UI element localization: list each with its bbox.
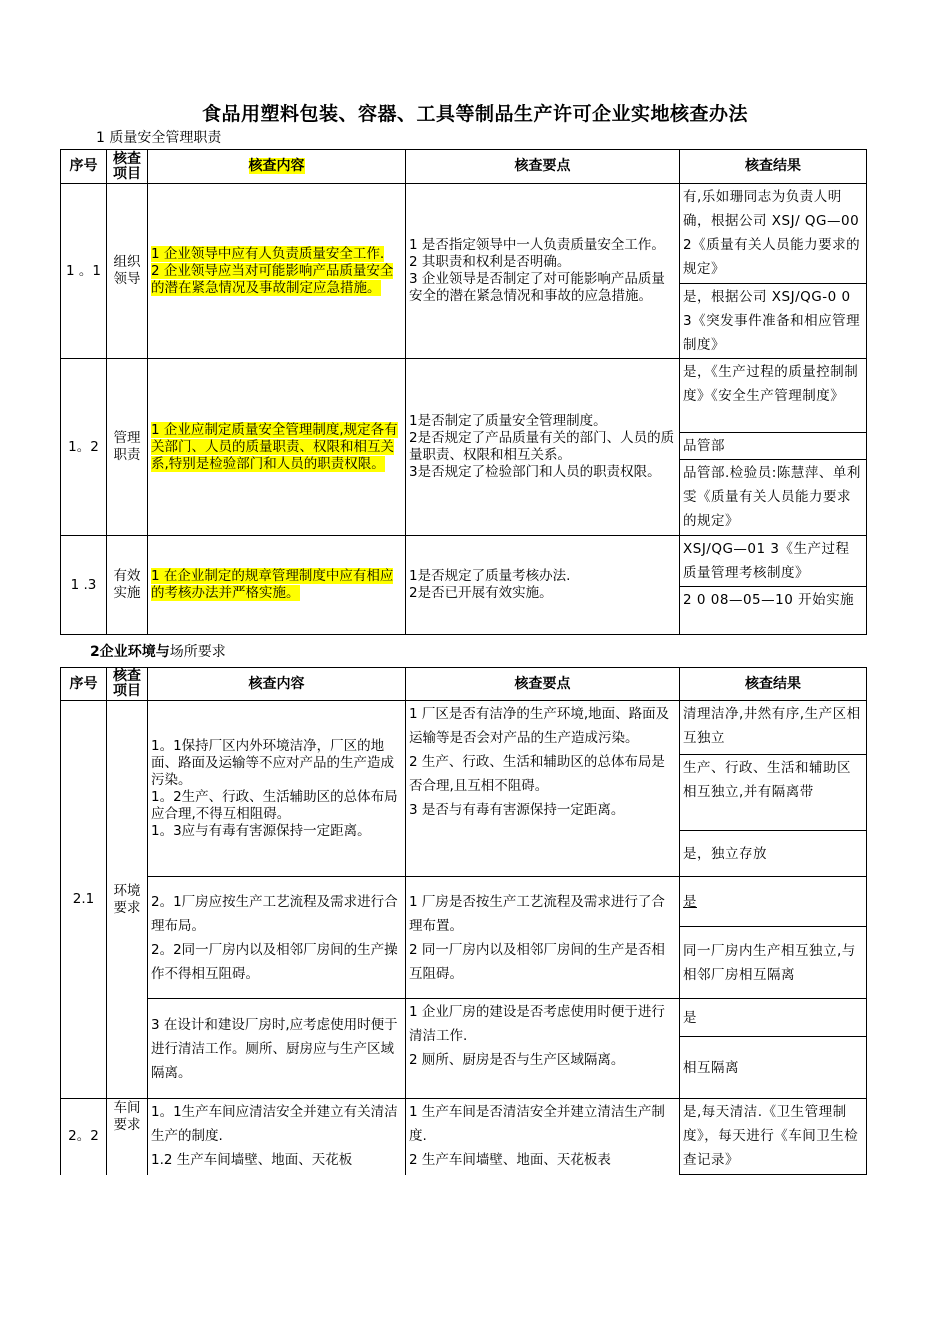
row-result: 是 <box>680 999 867 1037</box>
header-item: 核查项目 <box>107 668 148 701</box>
row-content: 1 企业领导中应有人负责质量安全工作. 2 企业领导应当对可能影响产品质量安全的潜在紧急情况及事故制定应急措施。 <box>148 184 406 359</box>
row-result: 是，《生产过程的质量控制制度》《安全生产管理制度》 <box>680 359 867 433</box>
row-item: 有效实施 <box>107 536 148 635</box>
table-header-row <box>61 668 867 701</box>
row-result: 是，根据公司 XSJ/QG-0 0 3《突发事件准备和相应管理制度》 <box>680 284 867 359</box>
row-item: 组织领导 <box>107 184 148 359</box>
row-points: 1 厂区是否有洁净的生产环境,地面、路面及运输等是否会对产品的生产造成污染。 2 生产、行政、生活和辅助区的总体布局是否合理,且互相不阻碍。 3 是否与有毒有害源保持一定距离。 <box>406 701 680 877</box>
row-content: 2。1厂房应按生产工艺流程及需求进行合理布局。 2。2同一厂房内以及相邻厂房间的生产操作不得相互阻碍。 <box>148 877 406 999</box>
header-result: 核查结果 <box>680 668 867 701</box>
row-points: 1 厂房是否按生产工艺流程及需求进行了合理布置。 2 同一厂房内以及相邻厂房间的生产是否相互阻碍。 <box>406 877 680 999</box>
row-seq: 2。2 <box>61 1099 107 1175</box>
table-row <box>61 877 867 927</box>
row-result: 品管部.检验员:陈慧萍、单利雯《质量有关人员能力要求的规定》 <box>680 460 867 536</box>
row-result: 是 <box>680 877 867 927</box>
row-points: 1是否制定了质量安全管理制度。 2是否规定了产品质量有关的部门、人员的质量职责、权限和相互关系。 3是否规定了检验部门和人员的职责权限。 <box>406 359 680 536</box>
header-content: 核查内容 <box>148 668 406 701</box>
row-content: 1 在企业制定的规章管理制度中应有相应的考核办法并严格实施。 <box>148 536 406 635</box>
row-seq: 1 .3 <box>61 536 107 635</box>
row-content: 1。1生产车间应清洁安全并建立有关清洁生产的制度. 1.2 生产车间墙壁、地面、天花板 <box>148 1099 406 1175</box>
row-result: 清理洁净,井然有序,生产区相互独立 <box>680 701 867 755</box>
header-item: 核查项目 <box>107 150 148 184</box>
row-seq: 1。2 <box>61 359 107 536</box>
row-result: 生产、行政、生活和辅助区相互独立,并有隔离带 <box>680 755 867 831</box>
header-result: 核查结果 <box>680 150 867 184</box>
row-item: 管理职责 <box>107 359 148 536</box>
row-result: 2 0 08—05—10 开始实施 <box>680 587 867 635</box>
row-result: 同一厂房内生产相互独立,与相邻厂房相互隔离 <box>680 927 867 999</box>
header-content: 核查内容 <box>148 150 406 184</box>
table-row <box>61 701 867 755</box>
header-points: 核查要点 <box>406 150 680 184</box>
row-result: 有,乐如珊同志为负责人明确，根据公司 XSJ/ QG—002《质量有关人员能力要求的规定》 <box>680 184 867 284</box>
row-points: 1 生产车间是否清洁安全并建立清洁生产制度. 2 生产车间墙壁、地面、天花板表 <box>406 1099 680 1175</box>
section-heading-2: 2企业环境与场所要求 <box>90 644 226 660</box>
row-points: 1 是否指定领导中一人负责质量安全工作。 2 其职责和权利是否明确。 3 企业领导是否制定了对可能影响产品质量安全的潜在紧急情况和事故的应急措施。 <box>406 184 680 359</box>
row-points: 1 企业厂房的建设是否考虑使用时便于进行清洁工作. 2 厕所、厨房是否与生产区域隔离。 <box>406 999 680 1099</box>
quality-management-table <box>60 149 867 635</box>
table-row <box>61 184 867 284</box>
row-points: 1是否规定了质量考核办法. 2是否已开展有效实施。 <box>406 536 680 635</box>
row-content: 1。1保持厂区内外环境洁净，厂区的地面、路面及运输等不应对产品的生产造成污染。 1。2生产、行政、生活辅助区的总体布局应合理,不得互相阻碍。 1。3应与有毒有害源保持一定距离。 <box>148 701 406 877</box>
row-result: 是,每天清洁.《卫生管理制度》，每天进行《车间卫生检查记录》 <box>680 1099 867 1175</box>
row-result: 相互隔离 <box>680 1037 867 1099</box>
row-content: 1 企业应制定质量安全管理制度,规定各有关部门、人员的质量职责、权限和相互关系,特别是检验部门和人员的职责权限。 <box>148 359 406 536</box>
row-result: 品管部 <box>680 433 867 460</box>
header-seq: 序号 <box>61 668 107 701</box>
row-result: XSJ/QG—01 3《生产过程质量管理考核制度》 <box>680 536 867 587</box>
table-row <box>61 1099 867 1175</box>
row-item: 环境要求 <box>107 701 148 1099</box>
environment-table <box>60 667 867 1175</box>
row-result: 是，独立存放 <box>680 831 867 877</box>
section-heading-1: 1 质量安全管理职责 <box>96 130 222 146</box>
header-seq: 序号 <box>61 150 107 184</box>
row-item: 车间要求 <box>107 1099 148 1175</box>
header-points: 核查要点 <box>406 668 680 701</box>
document-title: 食品用塑料包装、容器、工具等制品生产许可企业实地核查办法 <box>201 103 748 125</box>
row-seq: 2.1 <box>61 701 107 1099</box>
table-row <box>61 536 867 587</box>
row-seq: 1 。1 <box>61 184 107 359</box>
table-row <box>61 999 867 1037</box>
row-content: 3 在设计和建设厂房时,应考虑使用时便于进行清洁工作。厕所、厨房应与生产区域隔离。 <box>148 999 406 1099</box>
table-row <box>61 359 867 433</box>
table-header-row <box>61 150 867 184</box>
